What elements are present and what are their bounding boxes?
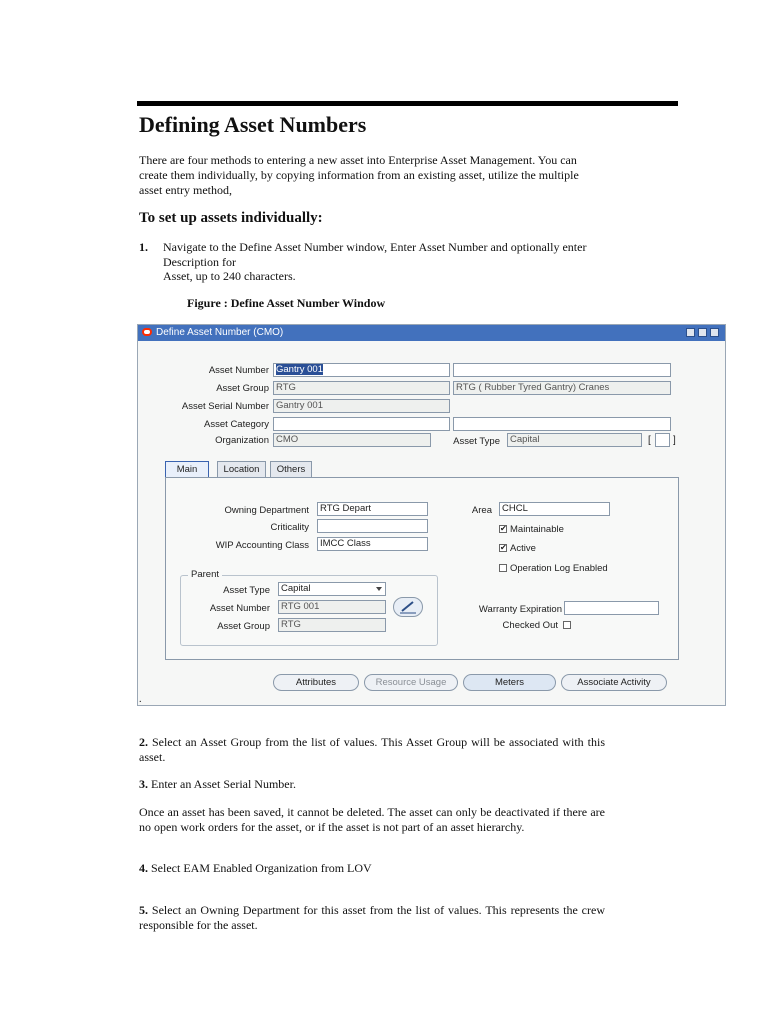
criticality-field[interactable] <box>317 519 428 533</box>
asset-category-label: Asset Category <box>204 419 269 430</box>
wip-accounting-class-label: WIP Accounting Class <box>215 540 309 551</box>
step-4: 4. Select EAM Enabled Organization from LOV <box>139 861 372 875</box>
step-2: 2. Select an Asset Group from the list of values. This Asset Group will be associated with this asset. <box>139 735 605 764</box>
asset-category-field[interactable] <box>273 417 450 431</box>
close-icon[interactable] <box>710 328 719 337</box>
window-titlebar <box>138 325 725 341</box>
parent-asset-type-label: Asset Type <box>223 585 270 596</box>
tab-main[interactable]: Main <box>165 461 209 477</box>
owning-department-label: Owning Department <box>224 505 309 516</box>
operation-log-enabled-checkbox[interactable] <box>499 564 507 572</box>
step-1-number: 1. <box>139 240 148 254</box>
edit-parent-button[interactable] <box>393 597 423 617</box>
asset-category-description-field <box>453 417 671 431</box>
intro-paragraph: There are four methods to entering a new asset into Enterprise Asset Management. You can create them individually, by copying information from an existing asset, utilize the multiple asset entry method, <box>139 153 579 197</box>
warranty-expiration-label: Warranty Expiration <box>478 604 562 615</box>
warranty-expiration-field[interactable] <box>564 601 659 615</box>
parent-asset-group-label: Asset Group <box>217 621 270 632</box>
tab-location[interactable]: Location <box>217 461 266 477</box>
page-title: Defining Asset Numbers <box>139 112 367 137</box>
asset-group-label: Asset Group <box>216 383 269 394</box>
step-5: 5. Select an Owning Department for this asset from the list of values. This represents the crew responsible for the asset. <box>139 903 605 932</box>
bracket-open: [ <box>648 435 651 446</box>
note-paragraph: Once an asset has been saved, it cannot be deleted. The asset can only be deactivated if there are no open work orders for the asset, or if the asset is not part of an asset hierarchy. <box>139 805 605 834</box>
descriptive-flexfield[interactable] <box>655 433 670 447</box>
step-1-text: Navigate to the Define Asset Number window, Enter Asset Number and optionally enter Description for <box>163 240 587 269</box>
owning-department-field[interactable]: RTG Depart <box>317 502 428 516</box>
maintainable-label: Maintainable <box>510 524 564 535</box>
asset-serial-number-label: Asset Serial Number <box>181 401 269 412</box>
asset-number-field[interactable]: Gantry 001 <box>273 363 450 377</box>
title-rule <box>137 101 678 106</box>
parent-asset-number-field[interactable]: RTG 001 <box>278 600 386 614</box>
chevron-down-icon <box>376 587 382 591</box>
parent-asset-number-label: Asset Number <box>209 603 270 614</box>
define-asset-number-window <box>137 324 726 706</box>
stray-dot: . <box>139 694 142 705</box>
minimize-icon[interactable] <box>686 328 695 337</box>
bracket-close: ] <box>673 435 676 446</box>
asset-type-label: Asset Type <box>453 436 500 447</box>
criticality-label: Criticality <box>270 522 309 533</box>
figure-caption: Figure : Define Asset Number Window <box>187 296 386 310</box>
window-title: Define Asset Number (CMO) <box>156 327 284 338</box>
asset-group-field[interactable]: RTG <box>273 381 450 395</box>
wip-accounting-class-field[interactable]: IMCC Class <box>317 537 428 551</box>
checked-out-checkbox[interactable] <box>563 621 571 629</box>
area-label: Area <box>471 505 492 516</box>
step-1-text-cont: Asset, up to 240 characters. <box>163 269 296 283</box>
active-checkbox[interactable]: ✔ <box>500 543 507 552</box>
organization-label: Organization <box>215 435 269 446</box>
asset-number-label: Asset Number <box>208 365 269 376</box>
associate-activity-button[interactable]: Associate Activity <box>561 674 667 691</box>
attributes-button[interactable]: Attributes <box>273 674 359 691</box>
area-field[interactable]: CHCL <box>499 502 610 516</box>
asset-description-field[interactable] <box>453 363 671 377</box>
tab-others[interactable]: Others <box>270 461 312 477</box>
maintainable-checkbox[interactable]: ✔ <box>500 524 507 533</box>
parent-group-label: Parent <box>188 569 222 580</box>
resource-usage-button[interactable]: Resource Usage <box>364 674 458 691</box>
asset-group-description-field: RTG ( Rubber Tyred Gantry) Cranes <box>453 381 671 395</box>
pencil-icon <box>394 598 422 616</box>
checked-out-label: Checked Out <box>502 620 558 631</box>
asset-type-field[interactable]: Capital <box>507 433 642 447</box>
step-3: 3. Enter an Asset Serial Number. <box>139 777 296 791</box>
operation-log-enabled-label: Operation Log Enabled <box>510 563 608 574</box>
maximize-icon[interactable] <box>698 328 707 337</box>
active-label: Active <box>510 543 536 554</box>
parent-asset-type-select[interactable]: Capital <box>278 582 386 596</box>
parent-asset-group-field[interactable]: RTG <box>278 618 386 632</box>
meters-button[interactable]: Meters <box>463 674 556 691</box>
oracle-logo-icon <box>142 328 152 336</box>
asset-serial-number-field[interactable]: Gantry 001 <box>273 399 450 413</box>
organization-field[interactable]: CMO <box>273 433 431 447</box>
section-heading: To set up assets individually: <box>139 210 323 226</box>
